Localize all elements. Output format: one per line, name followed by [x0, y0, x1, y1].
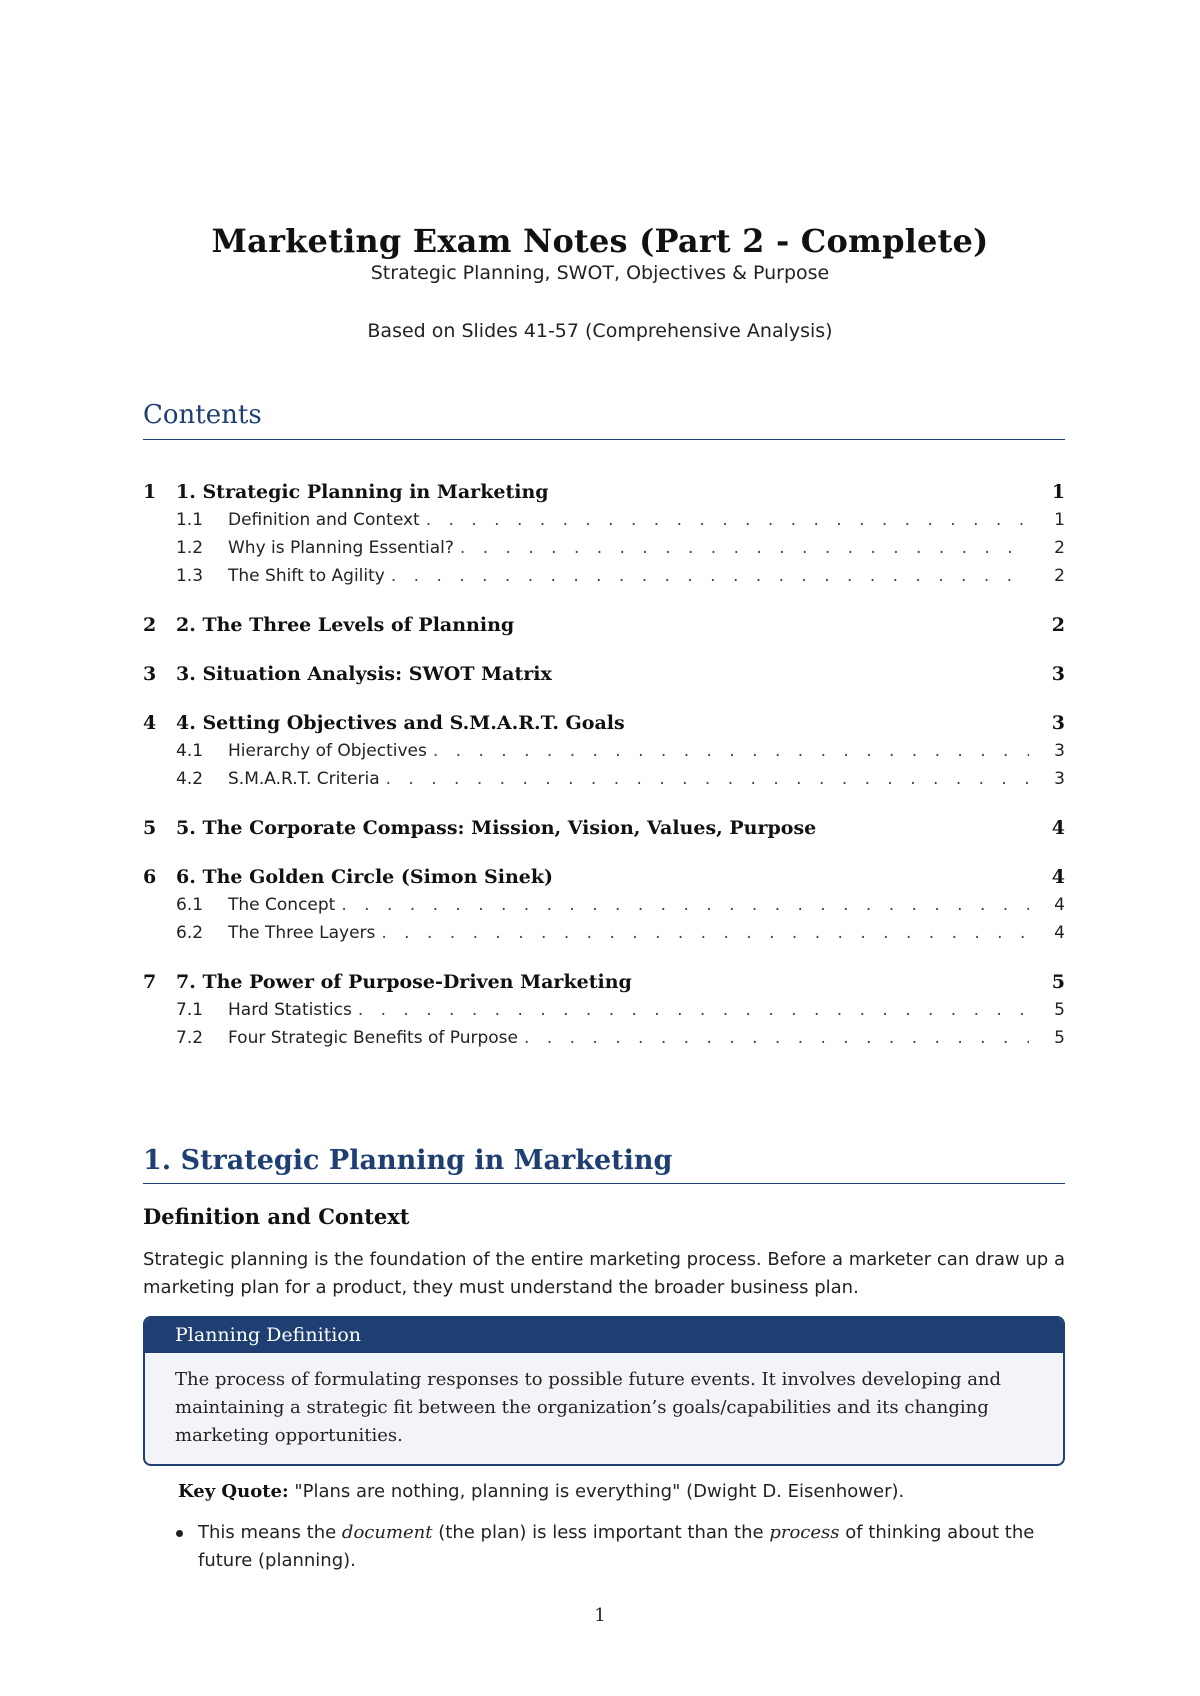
toc-section-entry[interactable]	[143, 814, 1065, 842]
toc-section-entry[interactable]	[143, 709, 1065, 737]
toc-subsection-entry[interactable]	[143, 765, 1065, 793]
bullet-text: of thinking about the future (planning).	[198, 1522, 1035, 1571]
toc-section-entry[interactable]	[143, 863, 1065, 891]
toc-subsection-page: 4	[1054, 923, 1065, 943]
toc-subsection-entry[interactable]	[143, 737, 1065, 765]
toc-section-label: 7. The Power of Purpose-Driven Marketing	[176, 971, 632, 993]
toc-section-number: 6	[143, 866, 157, 888]
toc-leader-dots	[358, 996, 1029, 1024]
toc-gap	[143, 639, 1065, 660]
toc-leader-dots	[524, 1024, 1029, 1052]
toc-subsection-number: 1.1	[176, 510, 204, 530]
contents-heading: Contents	[143, 400, 262, 430]
key-quote	[178, 1481, 904, 1502]
toc-subsection-page: 4	[1054, 895, 1065, 915]
toc-leader-dots	[433, 737, 1029, 765]
toc-section-number: 3	[143, 663, 157, 685]
toc-gap	[143, 947, 1065, 968]
toc-gap	[143, 793, 1065, 814]
toc-section-page: 2	[1051, 614, 1065, 636]
bullet-emphasis-process: process	[769, 1522, 840, 1543]
bullet-emphasis-document: document	[341, 1522, 433, 1543]
toc-leader-dots	[391, 562, 1029, 590]
toc-section-number: 5	[143, 817, 157, 839]
toc-section-page: 1	[1051, 481, 1065, 503]
toc-subsection-entry[interactable]	[143, 506, 1065, 534]
toc-subsection-entry[interactable]	[143, 562, 1065, 590]
toc-section-entry[interactable]	[143, 611, 1065, 639]
toc-section-label: 2. The Three Levels of Planning	[176, 614, 515, 636]
toc-subsection-label: Why is Planning Essential?	[228, 538, 454, 558]
toc-subsection-entry[interactable]	[143, 534, 1065, 562]
toc-subsection-label: Hierarchy of Objectives	[228, 741, 427, 761]
document-title: Marketing Exam Notes (Part 2 - Complete)	[211, 222, 989, 260]
section-heading: 1. Strategic Planning in Marketing	[143, 1145, 673, 1176]
body-paragraph: Strategic planning is the foundation of the entire marketing process. Before a marketer can draw up a marketing plan for a product, they must understand the broader business plan.	[143, 1249, 1065, 1298]
bullet-text: This means the	[198, 1522, 342, 1543]
toc-subsection-label: S.M.A.R.T. Criteria	[228, 769, 380, 789]
toc-subsection-number: 4.1	[176, 741, 204, 761]
toc-subsection-number: 1.3	[176, 566, 204, 586]
toc-section-page: 5	[1051, 971, 1065, 993]
toc-section-label: 4. Setting Objectives and S.M.A.R.T. Goals	[176, 712, 625, 734]
toc-section-label: 3. Situation Analysis: SWOT Matrix	[176, 663, 552, 685]
toc-subsection-number: 6.2	[176, 923, 204, 943]
toc-section-number: 4	[143, 712, 157, 734]
toc-section-entry[interactable]	[143, 968, 1065, 996]
toc-subsection-number: 4.2	[176, 769, 204, 789]
definition-box	[143, 1316, 1065, 1466]
toc-subsection-label: Definition and Context	[228, 510, 420, 530]
toc-subsection-number: 6.1	[176, 895, 204, 915]
toc-section-page: 4	[1051, 817, 1065, 839]
toc-subsection-page: 3	[1054, 741, 1065, 761]
toc-gap	[143, 688, 1065, 709]
definition-box-title: Planning Definition	[145, 1318, 1063, 1353]
toc-subsection-number: 1.2	[176, 538, 204, 558]
section-rule	[143, 1183, 1065, 1184]
toc-section-page: 3	[1051, 663, 1065, 685]
toc-section-label: 5. The Corporate Compass: Mission, Vision, Values, Purpose	[176, 817, 817, 839]
toc-section-number: 7	[143, 971, 157, 993]
toc-subsection-page: 1	[1054, 510, 1065, 530]
toc-subsection-page: 2	[1054, 566, 1065, 586]
key-quote-text: "Plans are nothing, planning is everything" (Dwight D. Eisenhower).	[288, 1481, 905, 1502]
document-source-note: Based on Slides 41-57 (Comprehensive Analysis)	[367, 320, 833, 343]
toc-section-label: 1. Strategic Planning in Marketing	[176, 481, 549, 503]
toc-section-page: 4	[1051, 866, 1065, 888]
toc-subsection-entry[interactable]	[143, 919, 1065, 947]
toc-subsection-label: Four Strategic Benefits of Purpose	[228, 1028, 518, 1048]
toc-subsection-label: The Three Layers	[228, 923, 376, 943]
toc-subsection-number: 7.1	[176, 1000, 204, 1020]
toc-subsection-page: 5	[1054, 1028, 1065, 1048]
contents-rule	[143, 439, 1065, 440]
list-item	[178, 1519, 1065, 1575]
toc-gap	[143, 590, 1065, 611]
toc-subsection-entry[interactable]	[143, 996, 1065, 1024]
toc-leader-dots	[381, 919, 1029, 947]
bullet-text: (the plan) is less important than the	[432, 1522, 770, 1543]
toc-leader-dots	[341, 891, 1029, 919]
toc-section-label: 6. The Golden Circle (Simon Sinek)	[176, 866, 553, 888]
toc-leader-dots	[426, 506, 1029, 534]
toc-leader-dots	[460, 534, 1029, 562]
toc-subsection-entry[interactable]	[143, 1024, 1065, 1052]
toc-section-number: 2	[143, 614, 157, 636]
toc-subsection-page: 3	[1054, 769, 1065, 789]
key-quote-label: Key Quote:	[178, 1481, 289, 1502]
toc-section-page: 3	[1051, 712, 1065, 734]
table-of-contents	[143, 478, 1065, 1052]
toc-subsection-label: Hard Statistics	[228, 1000, 352, 1020]
toc-subsection-page: 5	[1054, 1000, 1065, 1020]
page-number: 1	[594, 1605, 606, 1626]
title-block	[0, 222, 1200, 342]
toc-section-number: 1	[143, 481, 157, 503]
toc-leader-dots	[386, 765, 1029, 793]
bullet-icon	[176, 1530, 183, 1537]
toc-subsection-page: 2	[1054, 538, 1065, 558]
toc-section-entry[interactable]	[143, 478, 1065, 506]
subsection-heading: Definition and Context	[143, 1204, 410, 1229]
toc-subsection-label: The Shift to Agility	[228, 566, 385, 586]
definition-box-text: The process of formulating responses to possible future events. It involves developing and maintaining a strategic fit between the organization’s goals/capabilities and its changing marketing opportunities.	[175, 1369, 1002, 1446]
toc-subsection-entry[interactable]	[143, 891, 1065, 919]
document-subtitle: Strategic Planning, SWOT, Objectives & Purpose	[370, 262, 830, 285]
toc-gap	[143, 842, 1065, 863]
toc-section-entry[interactable]	[143, 660, 1065, 688]
toc-subsection-label: The Concept	[228, 895, 336, 915]
toc-subsection-number: 7.2	[176, 1028, 204, 1048]
